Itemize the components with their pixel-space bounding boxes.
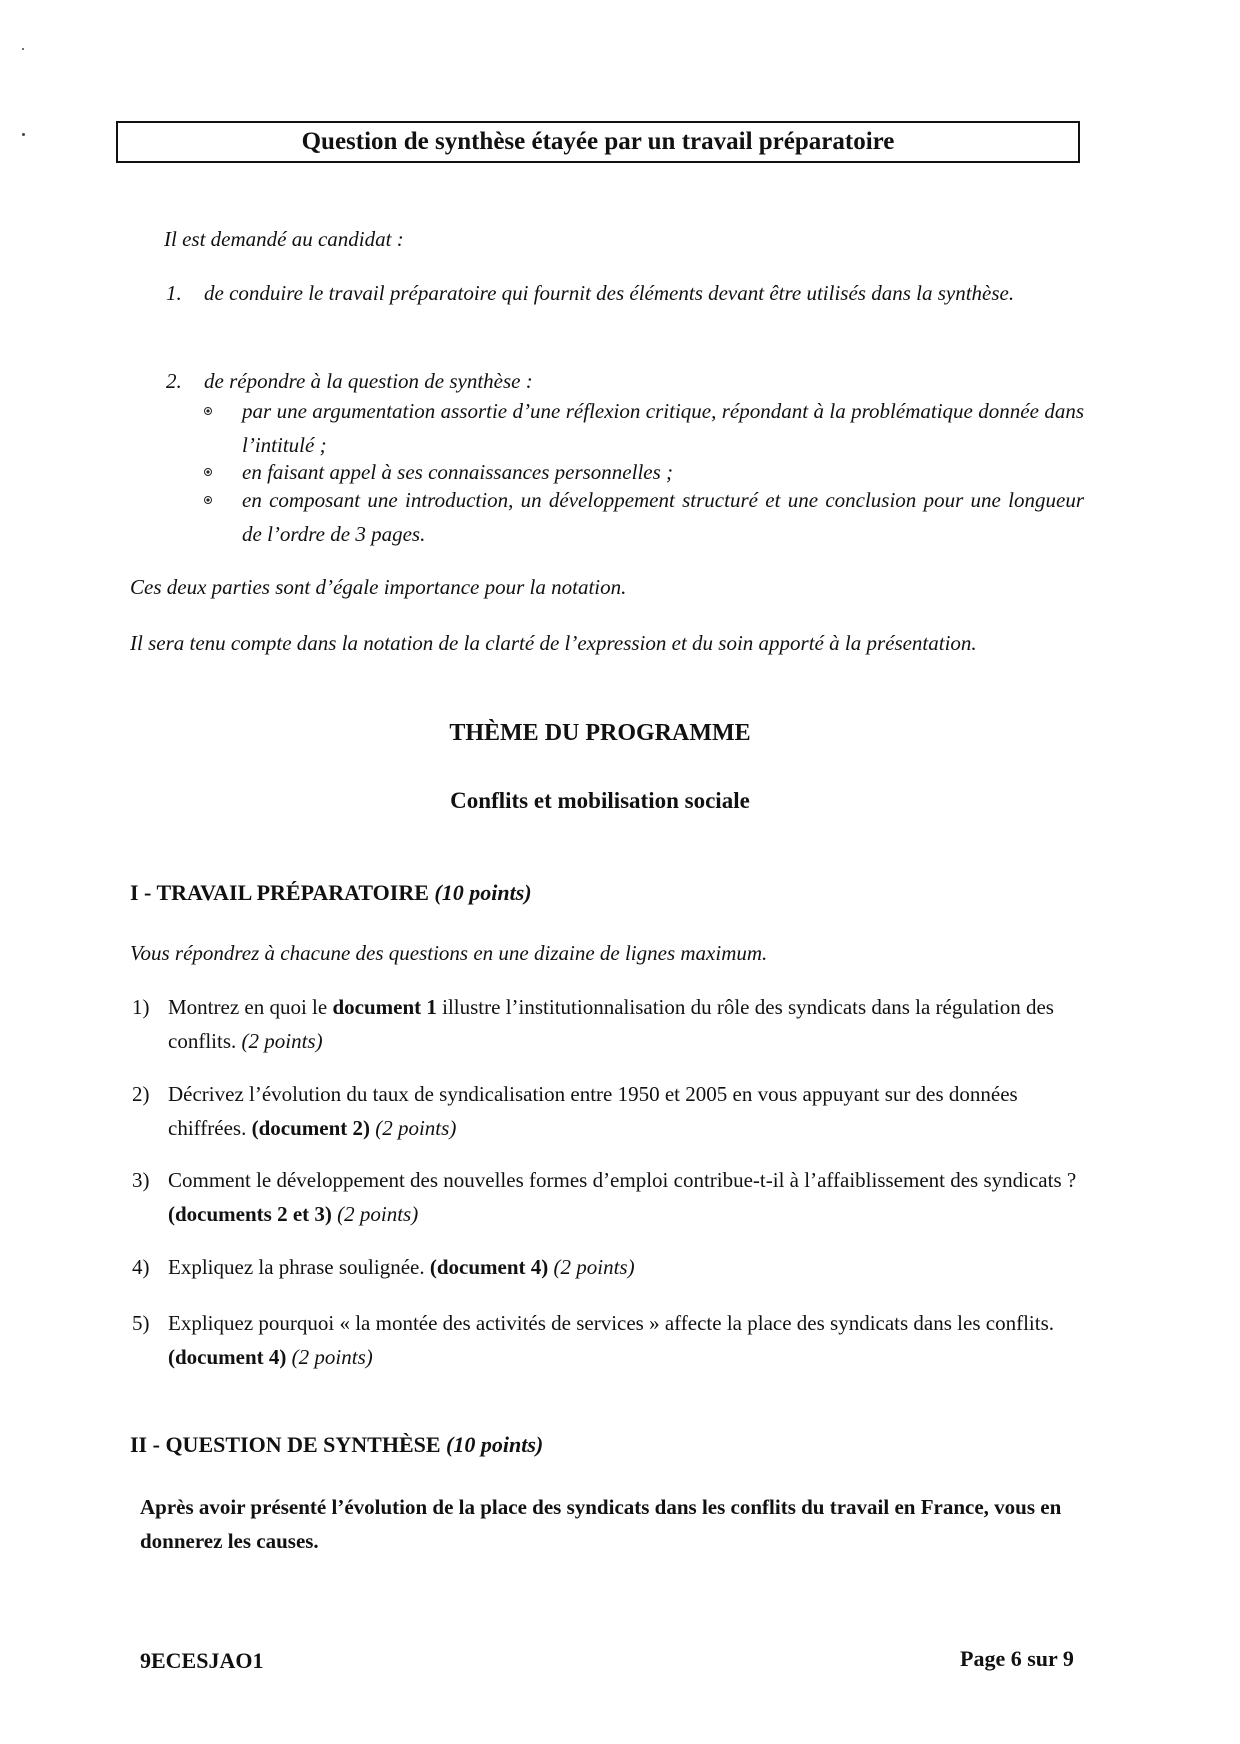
question-points: (2 points) [553,1255,635,1279]
question-text-part: illustre l’institutionnalisation du rôle des syndicats dans la régulation des conflits. [168,995,1054,1053]
question-number: 4) [132,1255,150,1279]
part1-heading-text: I - TRAVAIL PRÉPARATOIRE [130,880,429,905]
question-doc-ref: (document 4) [168,1345,287,1369]
question-doc-ref: (documents 2 et 3) [168,1202,332,1226]
theme-title: THÈME DU PROGRAMME [449,720,751,746]
question-doc-ref: document 1 [332,995,437,1019]
question-points: (2 points) [375,1116,457,1140]
question-text [168,1306,1092,1374]
part2-points: (10 points) [446,1432,544,1457]
question-text-part: Expliquez pourquoi « la montée des activités de services » affecte la place des syndicats dans les conflits. [168,1311,1054,1335]
bullet-text: par une argumentation assortie d’une réflexion critique, répondant à la problématique donnée dans l’intitulé ; [242,399,1084,457]
bullet-text: en faisant appel à ses connaissances personnelles ; [242,460,674,484]
instruction-text: de conduire le travail préparatoire qui fournit des éléments devant être utilisés dans la synthèse. [204,281,1015,305]
header-box [116,121,1080,163]
part2-heading-text: II - QUESTION DE SYNTHÈSE [130,1432,441,1457]
question-points: (2 points) [337,1202,419,1226]
bullet-icon [204,496,212,504]
part2-heading [130,1428,543,1462]
question-number: 2) [132,1082,150,1106]
question-doc-ref: (document 2) [251,1116,370,1140]
question-text [168,1163,1092,1231]
theme-subtitle: Conflits et mobilisation sociale [450,788,750,813]
question-number: 5) [132,1311,150,1335]
question-number: 3) [132,1168,150,1192]
part1-heading [130,876,532,910]
bullet-icon [204,407,212,415]
part1-intro: Vous répondrez à chacune des questions en une dizaine de lignes maximum. [130,941,768,965]
question-points: (2 points) [241,1029,323,1053]
footer-code: 9ECESJAO1 [140,1648,264,1673]
question-text [168,990,1092,1058]
instructions-intro: Il est demandé au candidat : [164,227,404,251]
scan-speck [22,48,24,50]
question-points: (2 points) [291,1345,373,1369]
question-text-part: Comment le développement des nouvelles formes d’emploi contribue-t-il à l’affaiblissement des syndicats ? [168,1168,1077,1192]
instruction-number: 2. [166,369,182,393]
question-text-part: Décrivez l’évolution du taux de syndicalisation entre 1950 et 2005 en vous appuyant sur des données chiffrées. [168,1082,1018,1140]
question-doc-ref: (document 4) [429,1255,549,1279]
scan-speck [22,133,25,136]
question-text [168,1077,1092,1145]
bullet-icon [204,468,212,476]
question-text-part: Montrez en quoi le [168,995,333,1019]
note-presentation: Il sera tenu compte dans la notation de la clarté de l’expression et du soin apporté à la présentation. [130,631,977,655]
question-text [168,1250,1092,1284]
note-equal-importance: Ces deux parties sont d’égale importance pour la notation. [130,575,627,599]
bullet-text: en composant une introduction, un développement structuré et une conclusion pour une longueur de l’ordre de 3 pages. [242,488,1084,546]
page-title: Question de synthèse étayée par un travail préparatoire [301,128,895,155]
part1-points: (10 points) [434,880,532,905]
question-text-part: Expliquez la phrase soulignée. [168,1255,430,1279]
page-number: Page 6 sur 9 [960,1646,1074,1671]
instruction-number: 1. [166,281,182,305]
synthesis-question: Après avoir présenté l’évolution de la place des syndicats dans les conflits du travail en France, vous en donnerez les causes. [140,1495,1062,1553]
question-number: 1) [132,995,150,1019]
instruction-text: de répondre à la question de synthèse : [204,369,533,393]
